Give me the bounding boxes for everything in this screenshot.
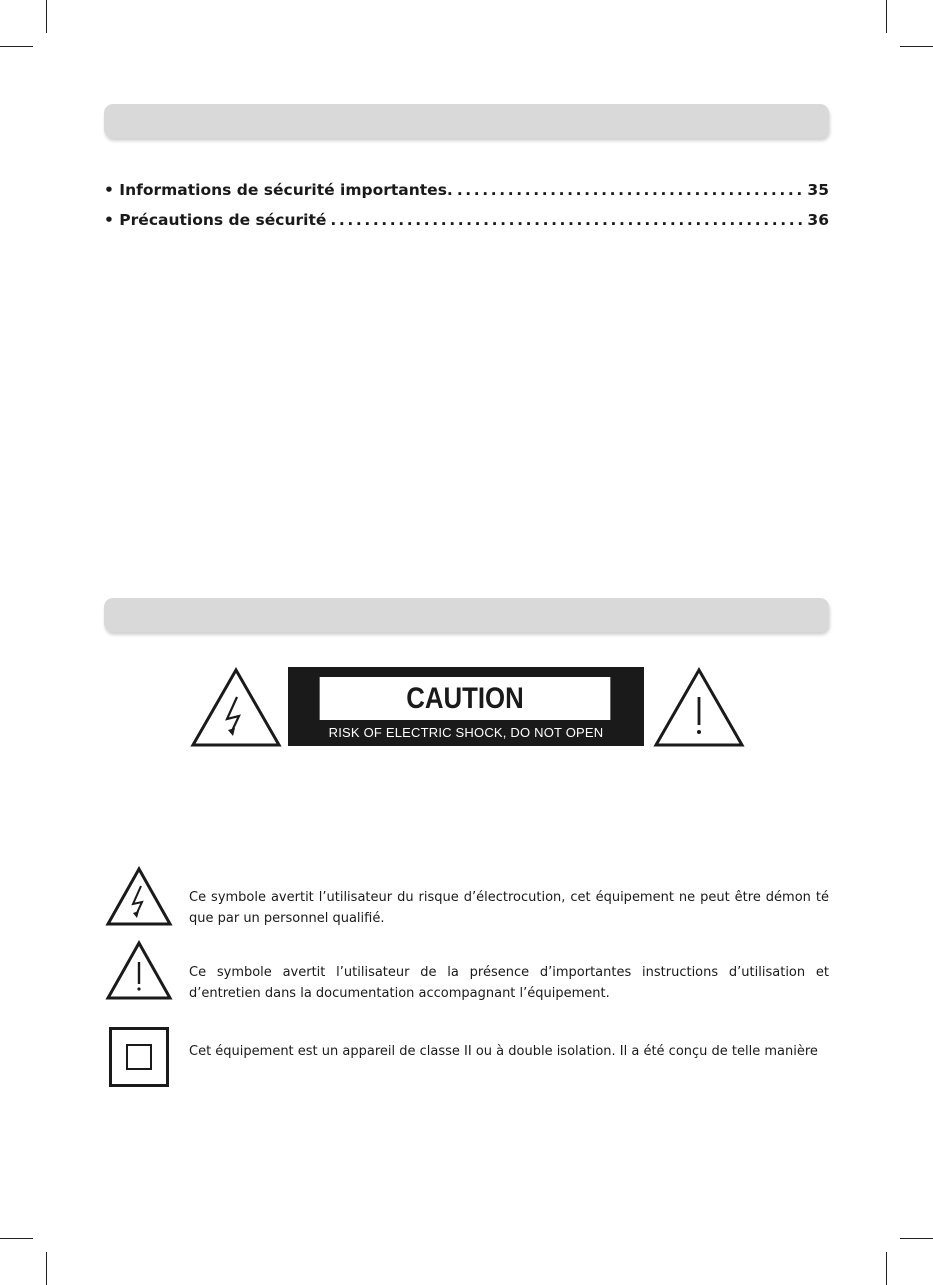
lightning-triangle-icon (190, 667, 282, 748)
crop-mark (0, 1238, 33, 1239)
caution-title: CAUTION (320, 677, 611, 720)
double-square-icon (109, 1027, 169, 1087)
lightning-triangle-icon (105, 866, 173, 927)
symbol-description-instructions: Ce symbole avertit l’utilisateur de la présence d’importantes instructions d’utilisation et d’entretien dans la documentation accompagnant l’équipement. (189, 965, 829, 1001)
crop-mark (46, 0, 47, 33)
crop-mark (0, 46, 33, 47)
crop-mark (886, 0, 887, 33)
section-header-bar (104, 598, 829, 632)
toc-item[interactable] (104, 211, 829, 241)
crop-mark (900, 46, 933, 47)
exclamation-triangle-icon (653, 667, 745, 748)
caution-subtitle: RISK OF ELECTRIC SHOCK, DO NOT OPEN (328, 725, 604, 740)
toc-item[interactable] (104, 181, 829, 211)
table-of-contents (104, 181, 829, 241)
toc-item-label: • Informations de sécurité importantes. (104, 181, 453, 199)
section-header-bar (104, 104, 829, 138)
crop-mark (900, 1238, 933, 1239)
toc-item-label: • Précautions de sécurité (104, 211, 327, 229)
symbol-description-electric-shock: Ce symbole avertit l’utilisateur du risque d’électrocution, cet équipement ne peut être démon té que par un personnel qualifié. (189, 890, 829, 926)
symbol-description-class-ii: Cet équipement est un appareil de classe II ou à double isolation. Il a été conçu de telle manière (189, 1044, 818, 1059)
crop-mark (886, 1252, 887, 1285)
toc-leader-dots (330, 211, 803, 229)
exclamation-triangle-icon (105, 940, 173, 1001)
toc-leader-dots (457, 181, 804, 199)
caution-label (288, 667, 644, 746)
toc-item-page: 36 (807, 211, 829, 229)
crop-mark (46, 1252, 47, 1285)
toc-item-page: 35 (807, 181, 829, 199)
